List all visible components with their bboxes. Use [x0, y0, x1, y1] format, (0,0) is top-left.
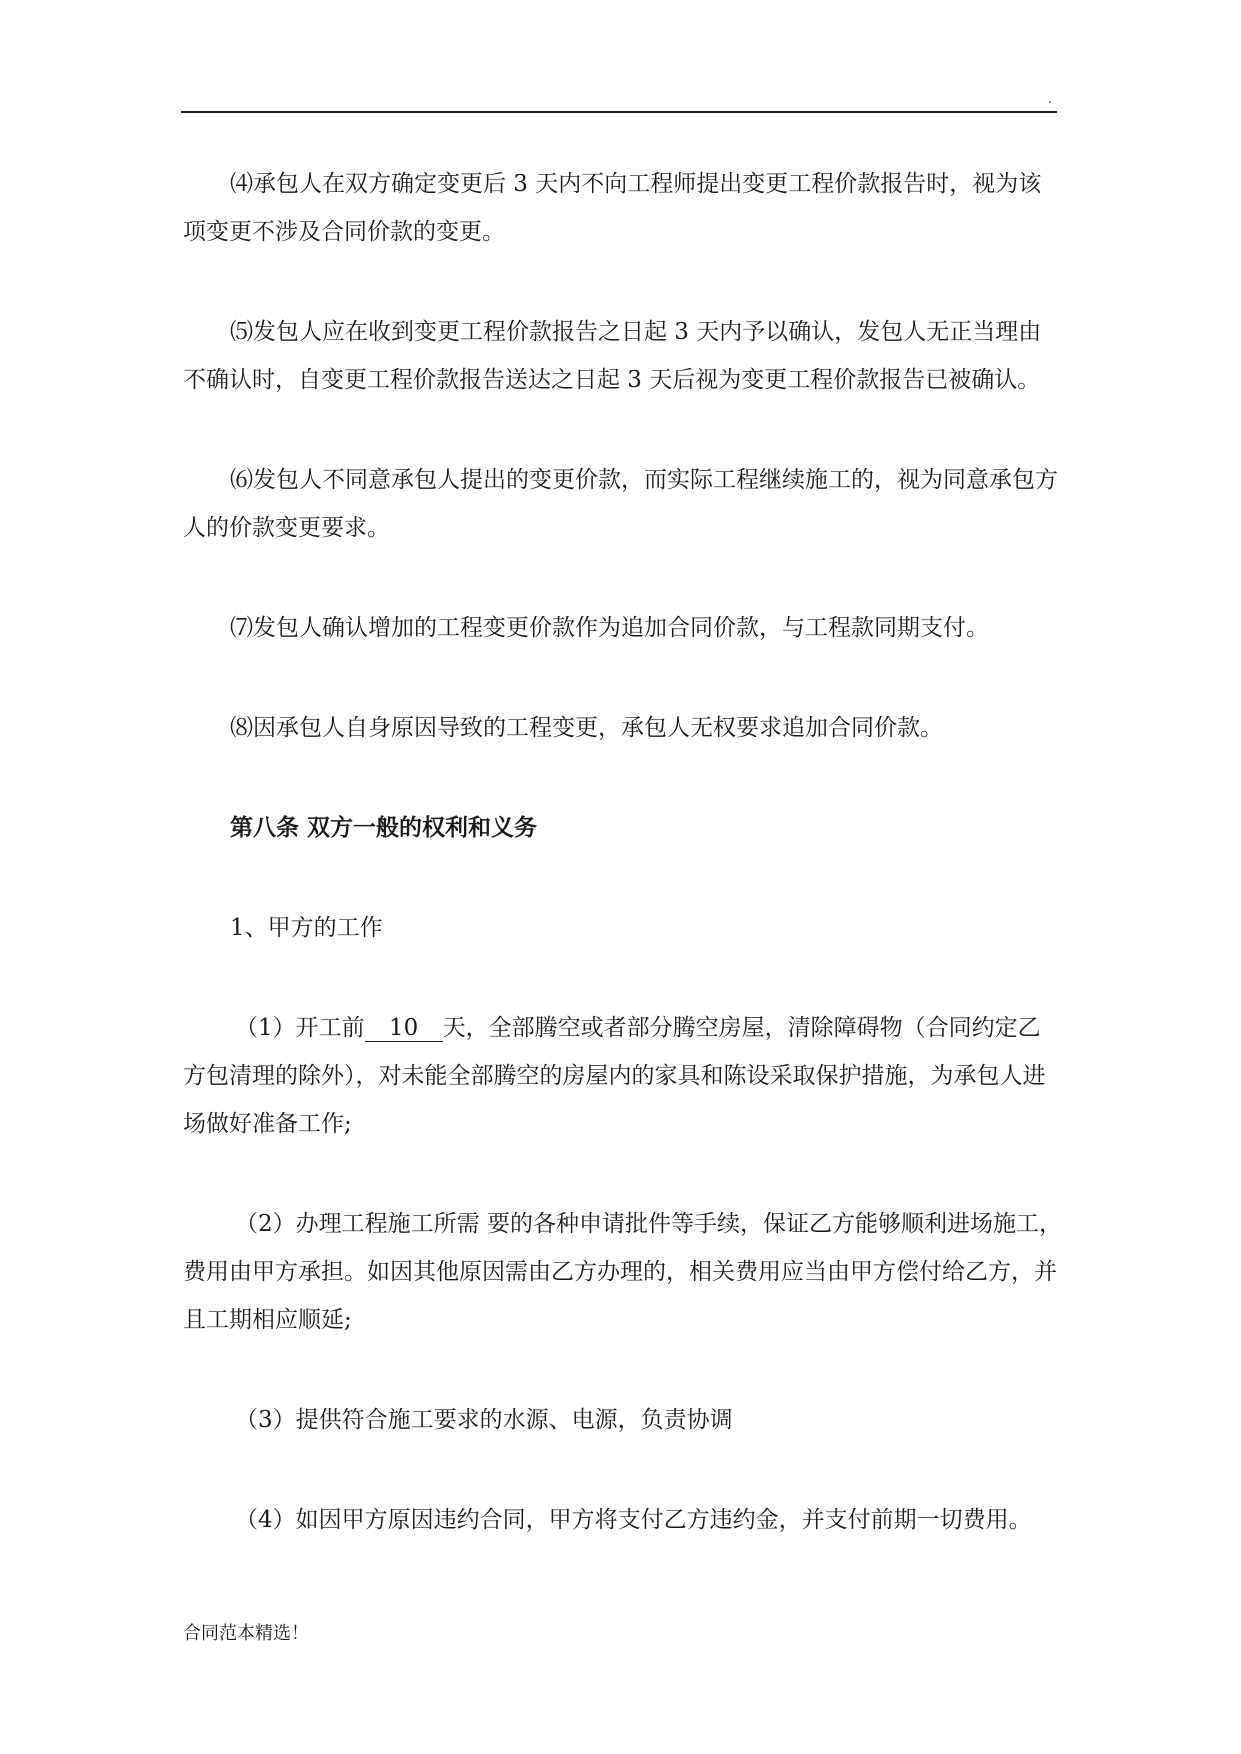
item-1-suffix: 天，全部腾空或者部分腾空房屋，清除障碍物（合同约定乙方包清理的除外），对未能全部腾空的房屋内的家具和陈设采取保护措施，为承包人进场做好准备工作; — [183, 1015, 1046, 1137]
document-body — [183, 160, 1063, 1544]
clause-5: ⑸发包人应在收到变更工程价款报告之日起 3 天内予以确认，发包人无正当理由不确认时，自变更工程价款报告送达之日起 3 天后视为变更工程价款报告已被确认。 — [183, 319, 1042, 393]
header-rule — [181, 111, 1057, 113]
item-1-blank-value: 10 — [365, 1015, 443, 1042]
clause-8: ⑻因承包人自身原因导致的工程变更，承包人无权要求追加合同价款。 — [230, 715, 943, 741]
item-1 — [183, 1004, 1063, 1148]
item-3: （3）提供符合施工要求的水源、电源，负责协调 — [235, 1407, 733, 1433]
item-2: （2）办理工程施工所需 要的各种申请批件等手续，保证乙方能够顺利进场施工，费用由甲方承担。如因其他原因需由乙方办理的，相关费用应当由甲方偿付给乙方，并且工期相应顺延; — [183, 1211, 1062, 1333]
section-1-title: 1、甲方的工作 — [230, 915, 383, 941]
item-4: （4）如因甲方原因违约合同，甲方将支付乙方违约金，并支付前期一切费用。 — [235, 1507, 1032, 1533]
clause-6: ⑹发包人不同意承包人提出的变更价款，而实际工程继续施工的，视为同意承包方人的价款变更要求。 — [183, 467, 1058, 541]
item-1-prefix: （1）开工前 — [235, 1015, 365, 1041]
article-8-heading: 第八条 双方一般的权利和义务 — [230, 815, 538, 841]
clause-7: ⑺发包人确认增加的工程变更价款作为追加合同价款，与工程款同期支付。 — [230, 615, 989, 641]
header-dot: . — [1048, 92, 1052, 106]
clause-4: ⑷承包人在双方确定变更后 3 天内不向工程师提出变更工程价款报告时，视为该项变更不涉及合同价款的变更。 — [183, 171, 1042, 245]
footer-text: 合同范本精选！ — [183, 1623, 309, 1644]
